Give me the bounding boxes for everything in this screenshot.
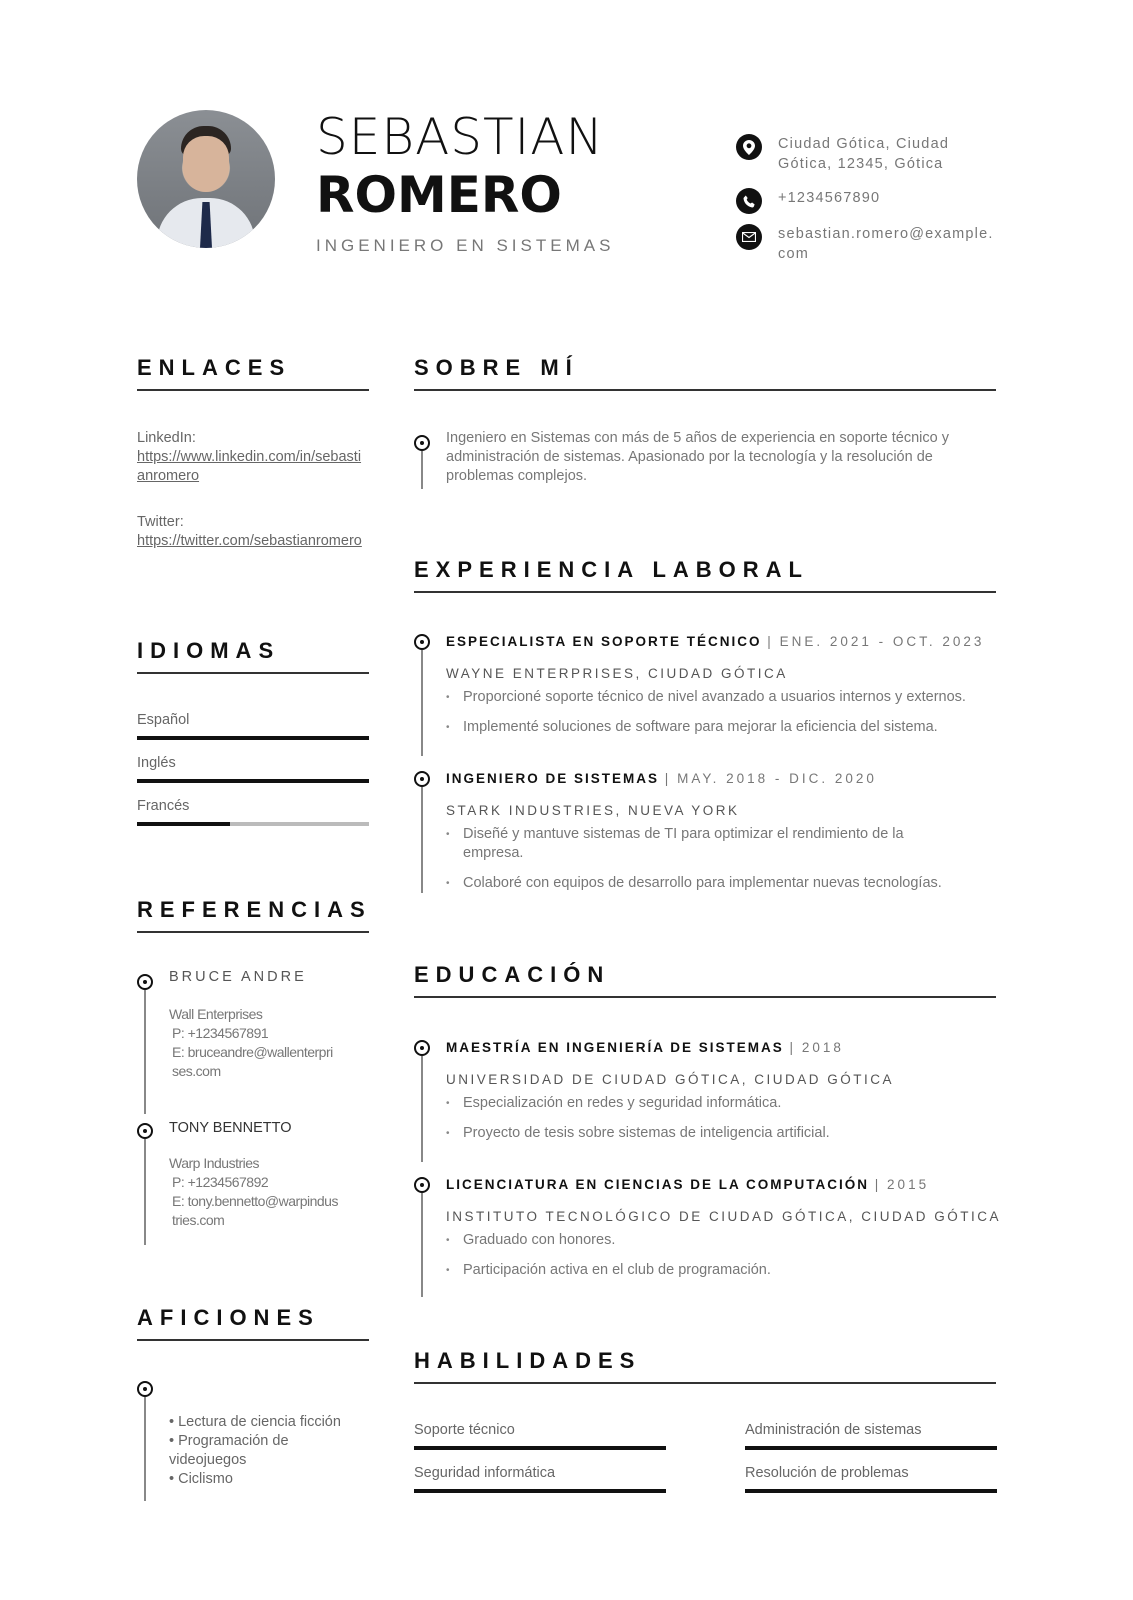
education-bullet: • Especialización en redes y seguridad informática. [446,1094,996,1113]
education-heading: EDUCACIÓN [414,962,996,998]
contact-address [736,134,996,174]
language-level-bar [137,779,369,783]
school-name: UNIVERSIDAD DE CIUDAD GÓTICA, CIUDAD GÓTICA [446,1072,895,1087]
school-name: INSTITUTO TECNOLÓGICO DE CIUDAD GÓTICA, CIUDAD GÓTICA [446,1209,1002,1224]
hobby-item: • Programación de videojuegos [169,1433,289,1468]
reference-details [169,1005,339,1081]
timeline-dot [414,634,430,650]
languages-heading: IDIOMAS [137,638,369,674]
skill-level-bar [745,1489,997,1493]
hobby-item: • Lectura de ciencia ficción [169,1414,341,1430]
timeline-line [144,990,146,1114]
phone-icon [736,188,762,214]
skill-name: Administración de sistemas [745,1422,922,1438]
language-item [137,712,369,740]
reference-email: E: bruceandre@wallenterprises.com [172,1044,333,1079]
skill-name: Seguridad informática [414,1465,556,1481]
hobby-item: • Ciclismo [169,1471,233,1487]
degree-year: 2018 [801,1040,844,1055]
job-role: ESPECIALISTA EN SOPORTE TÉCNICO [446,634,762,649]
first-name: SEBASTIAN [316,108,604,166]
timeline-line [144,1397,146,1501]
profile-photo [137,110,275,248]
degree-title-line [446,1040,844,1055]
skill-level-bar [745,1446,997,1450]
reference-details [169,1154,339,1230]
contact-email [736,224,996,264]
skill-level-bar [414,1489,666,1493]
skill-level-bar [414,1446,666,1450]
address-text: Ciudad Gótica, Ciudad Gótica, 12345, Gótica [778,136,950,172]
education-bullet: • Graduado con honores. [446,1231,996,1250]
location-icon [736,134,762,160]
links-heading: ENLACES [137,355,369,391]
separator: | [664,771,672,786]
job-title-line [446,634,984,649]
degree-name: LICENCIATURA EN CIENCIAS DE LA COMPUTACIÓN [446,1177,869,1192]
language-item [137,798,369,826]
linkedin-link[interactable]: https://www.linkedin.com/in/sebastianromero [137,449,362,484]
separator: | [789,1040,797,1055]
linkedin-block [137,429,367,486]
education-bullet: • Proyecto de tesis sobre sistemas de inteligencia artificial. [446,1124,996,1143]
phone-text: +1234567890 [778,190,881,206]
contact-phone [736,188,996,214]
timeline-dot [414,1177,430,1193]
reference-name: TONY BENNETTO [169,1120,292,1136]
job-bullet: • Implementé soluciones de software para mejorar la eficiencia del sistema. [446,718,996,737]
timeline-line [144,1139,146,1245]
timeline-dot [137,974,153,990]
skill-item [414,1422,666,1450]
experience-heading: EXPERIENCIA LABORAL [414,557,996,593]
language-name: Francés [137,798,190,814]
job-role: INGENIERO DE SISTEMAS [446,771,660,786]
degree-title-line [446,1177,929,1192]
about-heading: SOBRE MÍ [414,355,996,391]
job-dates: ENE. 2021 - OCT. 2023 [779,634,985,649]
reference-email: E: tony.bennetto@warpindustries.com [172,1193,338,1228]
reference-phone: P: +1234567891 [172,1025,269,1041]
timeline-dot [137,1123,153,1139]
degree-year: 2015 [887,1177,930,1192]
skill-name: Resolución de problemas [745,1465,909,1481]
reference-company: Wall Enterprises [169,1006,263,1022]
separator: | [874,1177,882,1192]
skill-name: Soporte técnico [414,1422,515,1438]
twitter-link[interactable]: https://twitter.com/sebastianromero [137,533,362,549]
language-item [137,755,369,783]
job-bullet: • Diseñé y mantuve sistemas de TI para optimizar el rendimiento de la empresa. [446,825,936,863]
reference-company: Warp Industries [169,1155,260,1171]
job-bullet: • Proporcioné soporte técnico de nivel avanzado a usuarios internos y externos. [446,688,996,707]
email-icon [736,224,762,250]
hobbies-list [169,1413,359,1489]
skill-item [745,1422,997,1450]
email-text: sebastian.romero@example.com [778,226,994,262]
timeline-dot [414,435,430,451]
reference-phone: P: +1234567892 [172,1174,269,1190]
job-title: INGENIERO EN SISTEMAS [316,236,615,255]
timeline-dot [137,1381,153,1397]
twitter-block [137,513,367,551]
language-name: Español [137,712,190,728]
language-level-bar [137,736,369,740]
job-title-line [446,771,877,786]
job-bullet: • Colaboré con equipos de desarrollo para implementar nuevas tecnologías. [446,874,996,893]
hobbies-heading: AFICIONES [137,1305,369,1341]
reference-name: BRUCE ANDRE [169,969,307,985]
job-company: WAYNE ENTERPRISES, CIUDAD GÓTICA [446,666,788,681]
timeline-dot [414,1040,430,1056]
timeline-dot [414,771,430,787]
linkedin-label: LinkedIn: [137,430,196,446]
education-bullet: • Participación activa en el club de programación. [446,1261,996,1280]
skills-heading: HABILIDADES [414,1348,996,1384]
timeline-line [421,1193,423,1297]
twitter-label: Twitter: [137,514,184,530]
skill-item [414,1465,666,1493]
references-heading: REFERENCIAS [137,897,369,933]
skill-item [745,1465,997,1493]
language-name: Inglés [137,755,176,771]
degree-name: MAESTRÍA EN INGENIERÍA DE SISTEMAS [446,1040,784,1055]
timeline-line [421,650,423,756]
job-dates: MAY. 2018 - DIC. 2020 [677,771,877,786]
timeline-line [421,1056,423,1162]
timeline-line [421,787,423,893]
timeline-line [421,451,423,489]
separator: | [767,634,774,649]
last-name: ROMERO [316,166,562,224]
about-text: Ingeniero en Sistemas con más de 5 años de experiencia en soporte técnico y administración de sistemas. Apasionado por la tecnología y la resolución de problemas complejos. [446,430,949,484]
job-company: STARK INDUSTRIES, NUEVA YORK [446,803,740,818]
language-level-bar [137,822,369,826]
